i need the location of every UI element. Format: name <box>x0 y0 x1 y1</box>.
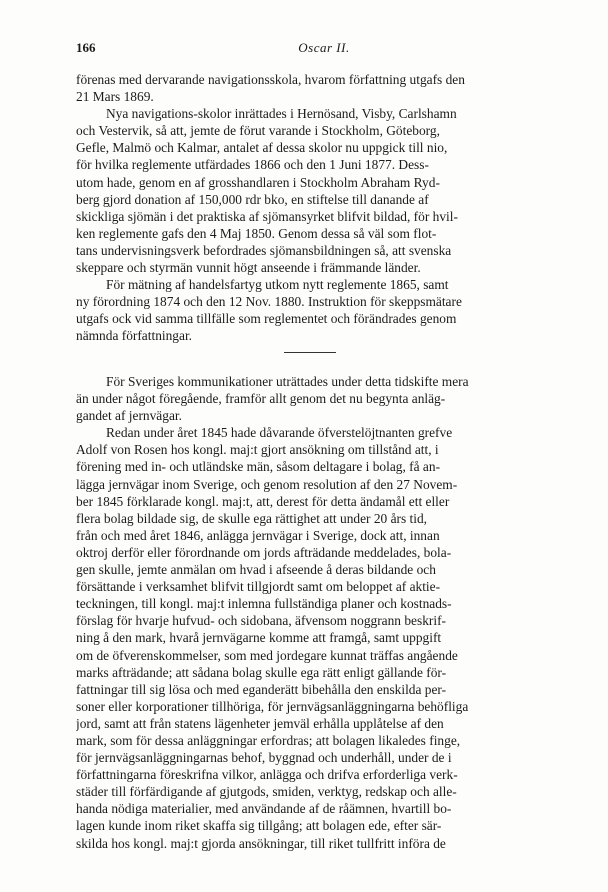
text-line: gandet af jernvägar. <box>76 408 182 424</box>
text-line: från och med året 1846, anlägga jernvägar i Sverige, dock att, innan <box>76 527 440 543</box>
text-line: fattningar till sig lösa och med eganderätt bibehålla den enskilda per- <box>76 681 447 697</box>
text-line: ber 1845 förklarade kongl. maj:t, att, derest för detta ändamål ett eller <box>76 493 450 509</box>
text-line: för hvilka reglemente utfärdades 1866 och den 1 Juni 1877. Dess- <box>76 157 429 173</box>
text-line: förslag för hvarje hufvud- och sidobana, äfvensom noggrann beskrif- <box>76 613 446 629</box>
text-line: 21 Mars 1869. <box>76 89 154 105</box>
paragraph-start-line: Nya navigations-skolor inrättades i Hernösand, Visby, Carlshamn <box>106 106 457 122</box>
text-line: lägga jernvägar inom Sverige, och genom resolution af den 27 Novem- <box>76 476 458 492</box>
text-line: lagen kunde inom riket skaffa sig tillgång; att bolagen ede, efter sär- <box>76 818 442 834</box>
running-title: Oscar II. <box>298 40 350 55</box>
text-line: förenas med dervarande navigationsskola, hvarom författning utgafs den <box>76 72 465 87</box>
text-line: mark, som för dessa anläggningar erfordras; att bolagen likaledes finge, <box>76 732 461 748</box>
text-line: ning å den mark, hvarå jernvägarne komme att framgå, samt uppgift <box>76 630 442 646</box>
text-line: marks afträdande; att sådana bolag skulle ega rätt enligt gällande för- <box>76 664 447 680</box>
paragraph-start-line: Redan under året 1845 hade dåvarande öfverstelöjtnanten grefve <box>106 425 453 441</box>
text-line: städer till förfärdigande af gjutgods, smiden, verktyg, redskap och alle- <box>76 784 457 800</box>
text-line: Adolf von Rosen hos kongl. maj:t gjort ansökning om tillstånd att, i <box>76 442 439 458</box>
text-line: och Vestervik, så att, jemte de förut varande i Stockholm, Göteborg, <box>76 123 440 139</box>
text-line: förening med in- och utländske män, såsom deltagare i bolag, få an- <box>76 459 441 475</box>
text-line: skickliga sjömän i det praktiska af sjömansyrket blifvit bildad, för hvil- <box>76 208 458 224</box>
text-line: flera bolag bildade sig, de skulle ega rättighet att under 20 års tid, <box>76 510 428 526</box>
text-line: gen skulle, jemte anmälan om hvad i afseende å deras bildande och <box>76 562 436 578</box>
text-line: om de öfverenskommelser, som med jordegare kunnat träffas angående <box>76 647 458 663</box>
paragraph-start-line: För Sveriges kommunikationer uträttades under detta tidskifte mera <box>106 374 469 389</box>
text-line: oktroj derför eller förordnande om jords afträdande meddelades, bola- <box>76 544 452 560</box>
text-line: ny förordning 1874 och den 12 Nov. 1880. Instruktion för skeppsmätare <box>76 294 462 310</box>
text-line: ken reglemente gafs den 4 Maj 1850. Genom dessa så väl som flot- <box>76 225 437 241</box>
text-line: försättande i verksamhet blifvit tillgjordt samt om beloppet af aktie- <box>76 579 441 595</box>
text-line: än under något föregående, framför allt genom det nu begynta anläg- <box>76 391 446 407</box>
paragraph-start-line: För mätning af handelsfartyg utkom nytt reglemente 1865, samt <box>106 277 449 293</box>
text-line: soner eller korporationer tillhöriga, för jernvägsanläggningarna behöfliga <box>76 698 469 714</box>
text-line: för jernvägsanläggningarnas behof, byggnad och underhåll, under de i <box>76 750 452 766</box>
text-line: utgafs ock vid samma tillfälle som reglementet och förändrades genom <box>76 311 457 327</box>
text-line: berg gjord donation af 150,000 rdr bko, en stiftelse till danande af <box>76 191 429 207</box>
page-number: 166 <box>76 40 96 55</box>
text-line: tans undervisningsverk befordrades sjömansbildningen så, att svenska <box>76 242 452 258</box>
section-communications <box>76 373 572 852</box>
text-line: nämnda författningar. <box>76 328 193 344</box>
text-line: skeppare och styrmän vunnit högt anseende i främmande länder. <box>76 260 421 276</box>
section-navigation-schools <box>76 71 572 345</box>
text-line: handa nödiga materialier, med användande af de råämnen, hvartill bo- <box>76 801 452 817</box>
text-line: Gefle, Malmö och Kalmar, antalet af dessa skolor nu uppgick till nio, <box>76 140 448 156</box>
section-divider <box>284 352 336 353</box>
text-line: teckningen, till kongl. maj:t inlemna fullständiga planer och kostnads- <box>76 596 452 612</box>
text-line: utom hade, genom en af grosshandlaren i Stockholm Abraham Ryd- <box>76 174 440 190</box>
page-header <box>76 40 572 60</box>
text-line: författningarna föreskrifna vilkor, anlägga och drifva erforderliga verk- <box>76 767 458 783</box>
text-line: skilda hos kongl. maj:t gjorda ansökningar, till riket tullfritt införa de <box>76 835 446 851</box>
text-line: jord, samt att från statens lägenheter jemväl erhålla upplåtelse af den <box>76 715 444 731</box>
